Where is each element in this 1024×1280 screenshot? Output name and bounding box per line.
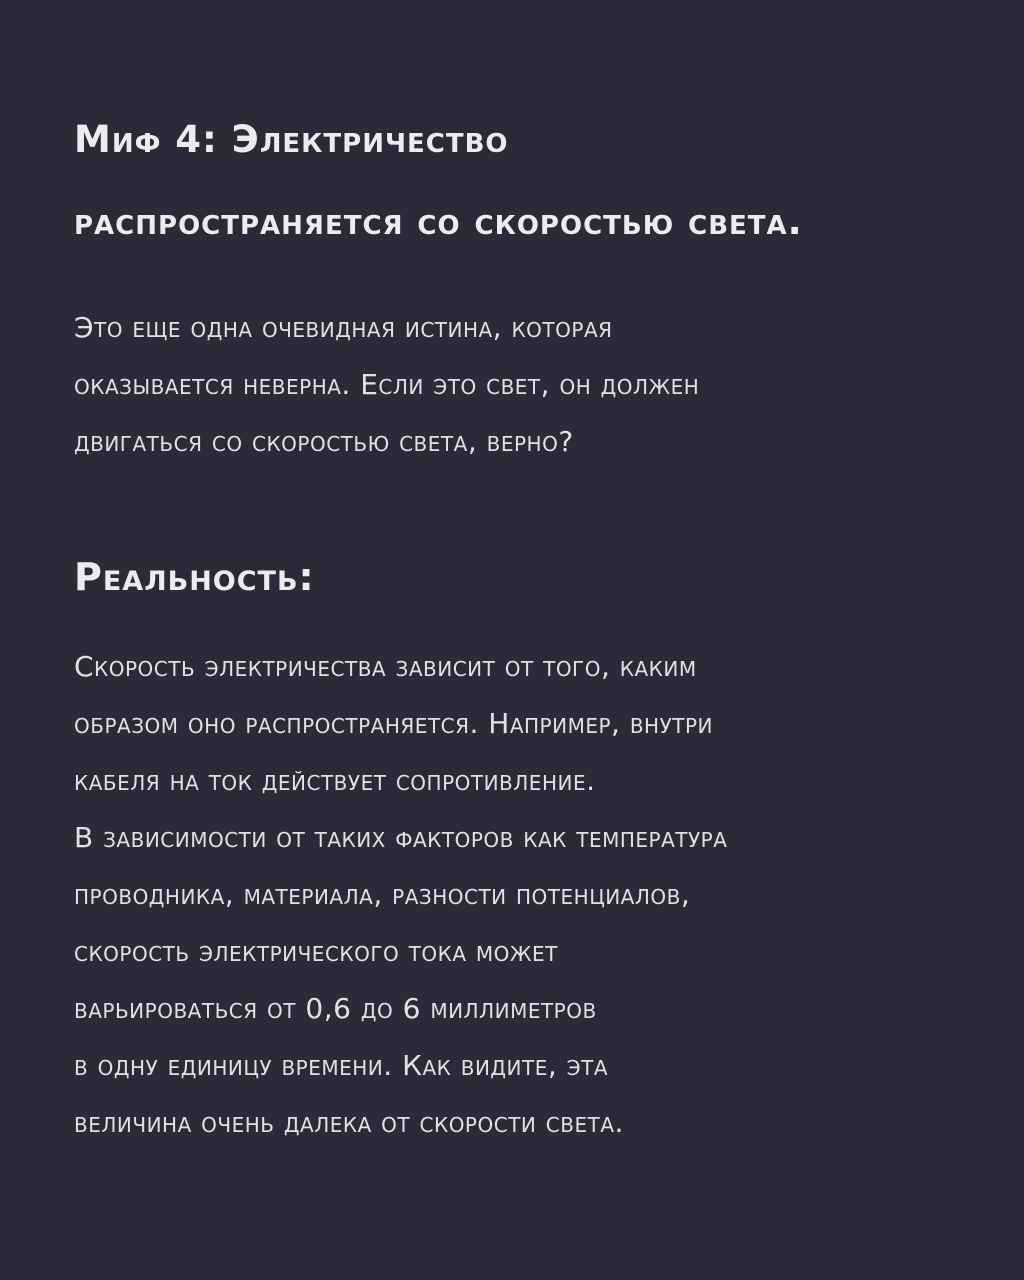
- reality-line: в одну единицу времени. Как видите, эта: [74, 1049, 609, 1082]
- reality-line: образом оно распространяется. Например, внутри: [74, 707, 714, 740]
- reality-line: кабеля на ток действует сопротивление.: [74, 764, 596, 797]
- reality-line: В зависимости от таких факторов как температура: [74, 821, 728, 854]
- reality-line: варьироваться от 0,6 до 6 миллиметров: [74, 992, 597, 1025]
- myth-title-line-1: Миф 4: Электричество: [74, 118, 509, 161]
- myth-intro-line: двигаться со скоростью света, верно?: [74, 425, 574, 458]
- reality-line: проводника, материала, разности потенциалов,: [74, 878, 691, 911]
- myth-intro-line: Это еще одна очевидная истина, которая: [74, 311, 613, 344]
- reality-line: Скорость электричества зависит от того, каким: [74, 650, 697, 683]
- myth-title-line-2: распространяется со скоростью света.: [74, 200, 803, 243]
- reality-heading: Реальность:: [74, 555, 315, 599]
- myth-intro-line: оказывается неверна. Если это свет, он должен: [74, 368, 700, 401]
- reality-line: величина очень далека от скорости света.: [74, 1106, 624, 1139]
- reality-line: скорость электрического тока может: [74, 935, 558, 968]
